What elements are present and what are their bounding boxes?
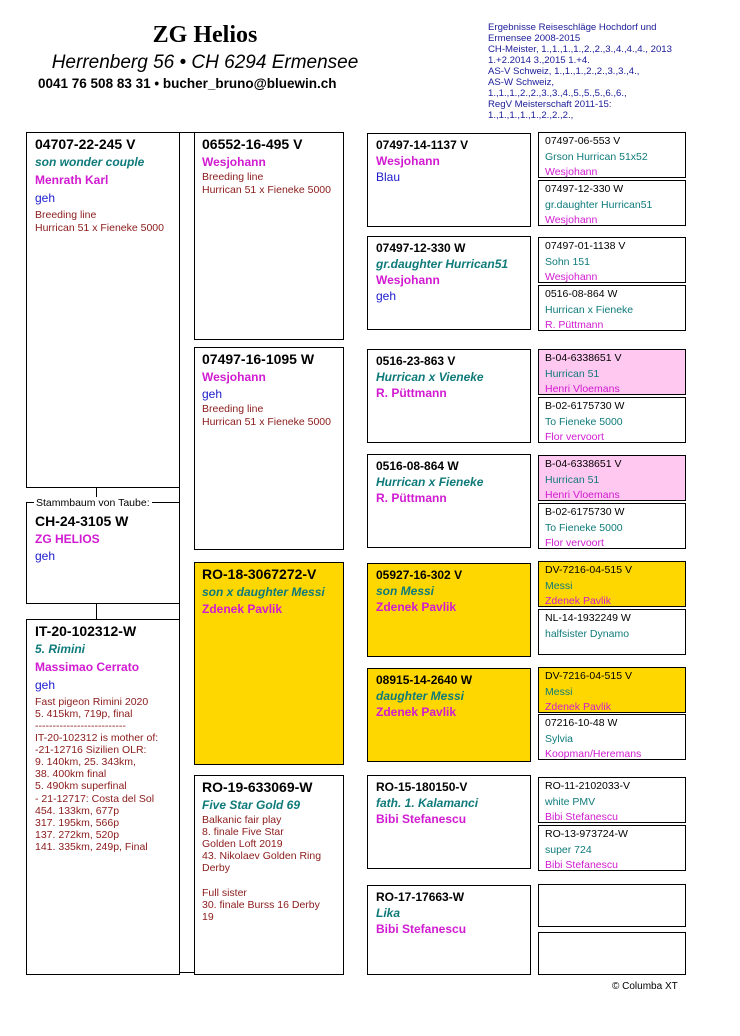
gen4-ring: NL-14-1932249 W xyxy=(545,612,631,624)
gen3-ring: RO-15-180150-V xyxy=(376,780,468,794)
gen3-desc: Hurrican x Fieneke xyxy=(376,475,484,489)
mother-note: 317. 195km, 566p xyxy=(35,816,120,829)
gen4-ring: DV-7216-04-515 V xyxy=(545,564,632,576)
results-line: Ergebnisse Reiseschläge Hochdorf und xyxy=(488,22,657,33)
mother-color: geh xyxy=(35,678,56,692)
mother-note: 9. 140km, 25. 343km, xyxy=(35,756,136,769)
results-line: 1.,1.,1.,2.,2.,3.,3.,4.,5.,5.,5.,6.,6., xyxy=(488,88,627,100)
mm-note: Full sister xyxy=(202,887,247,900)
mf-ring: RO-18-3067272-V xyxy=(202,566,317,582)
father-card[interactable] xyxy=(26,132,180,488)
father-ring: 04707-22-245 V xyxy=(35,136,136,152)
gen4-owner: Henri Vloemans xyxy=(545,383,620,395)
header-title: ZG Helios xyxy=(152,22,258,48)
fm-card[interactable] xyxy=(194,347,344,550)
gen3-ring: 07497-14-1137 V xyxy=(376,138,469,152)
gen4-card[interactable] xyxy=(538,455,686,501)
fm-owner: Wesjohann xyxy=(202,370,266,384)
results-line: 1.+2.2014 3.,2015 1.+4. xyxy=(488,55,590,67)
fm-color: geh xyxy=(202,387,223,401)
results-line: AS-W Schweiz, xyxy=(488,77,555,89)
gen3-owner: Bibi Stefanescu xyxy=(376,812,467,826)
mother-note: -------------------------- xyxy=(35,720,126,733)
gen4-card[interactable] xyxy=(538,397,686,443)
ff-ring: 06552-16-495 V xyxy=(202,136,303,152)
mm-note: 8. finale Five Star xyxy=(202,826,284,839)
gen4-ring: B-04-6338651 V xyxy=(545,352,622,364)
gen4-ring: B-02-6175730 W xyxy=(545,400,625,412)
gen4-ring: 0516-08-864 W xyxy=(545,288,618,300)
gen4-desc: Hurrican x Fieneke xyxy=(545,303,634,316)
gen3-ring: 07497-12-330 W xyxy=(376,241,466,255)
mother-note: IT-20-102312 is mother of: xyxy=(35,732,159,745)
gen3-card[interactable] xyxy=(367,563,531,657)
mother-owner: Massimao Cerrato xyxy=(35,660,140,674)
gen4-card[interactable] xyxy=(538,932,686,975)
gen4-card[interactable] xyxy=(538,777,686,823)
mm-note: Golden Loft 2019 xyxy=(202,838,283,851)
gen4-owner: R. Püttmann xyxy=(545,319,604,331)
father-note: Hurrican 51 x Fieneke 5000 xyxy=(35,222,164,234)
gen4-ring: RO-13-973724-W xyxy=(545,828,628,840)
mother-note: 137. 272km, 520p xyxy=(35,828,120,841)
gen3-card[interactable] xyxy=(367,454,531,548)
gen4-desc: Sohn 151 xyxy=(545,255,590,268)
gen4-ring: B-02-6175730 W xyxy=(545,506,625,518)
mm-note xyxy=(202,874,343,887)
gen4-card[interactable] xyxy=(538,714,686,760)
mother-note: 5. 415km, 719p, final xyxy=(35,708,133,721)
fm-note: Breeding line xyxy=(202,403,264,415)
mm-card[interactable] xyxy=(194,775,344,975)
mm-note: 19 xyxy=(202,911,214,924)
mf-owner: Zdenek Pavlik xyxy=(202,602,283,616)
gen3-card[interactable] xyxy=(367,775,531,869)
gen4-desc: halfsister Dynamo xyxy=(545,627,630,640)
gen4-owner: Bibi Stefanescu xyxy=(545,811,618,823)
mother-note: 5. 490km superfinal xyxy=(35,780,127,793)
header-address: Herrenberg 56 • CH 6294 Ermensee xyxy=(51,52,359,73)
gen4-owner: Wesjohann xyxy=(545,166,598,178)
gen4-owner: Bibi Stefanescu xyxy=(545,859,618,871)
gen4-ring: 07497-12-330 W xyxy=(545,183,624,195)
gen4-owner: Wesjohann xyxy=(545,214,598,226)
mother-desc: 5. Rimini xyxy=(35,642,86,656)
gen4-card[interactable] xyxy=(538,503,686,549)
gen4-owner: Zdenek Pavlik xyxy=(545,595,611,607)
gen4-card[interactable] xyxy=(538,349,686,395)
gen3-owner: R. Püttmann xyxy=(376,491,447,505)
gen3-card[interactable] xyxy=(367,885,531,975)
ff-owner: Wesjohann xyxy=(202,155,266,169)
gen4-ring: B-04-6338651 V xyxy=(545,458,622,470)
gen3-color: Blau xyxy=(376,170,401,184)
gen4-desc: Messi xyxy=(545,685,573,698)
gen4-owner: Flor vervoort xyxy=(545,431,604,443)
fm-ring: 07497-16-1095 W xyxy=(202,351,315,367)
gen3-desc: gr.daughter Hurrican51 xyxy=(376,257,509,271)
gen4-ring: 07497-06-553 V xyxy=(545,135,621,147)
header-contact: 0041 76 508 83 31 • bucher_bruno@bluewin.ch xyxy=(38,76,337,91)
father-owner: Menrath Karl xyxy=(35,173,109,187)
gen4-ring: RO-11-2102033-V xyxy=(545,780,631,792)
mother-note: 454. 133km, 677p xyxy=(35,804,120,817)
gen4-card[interactable] xyxy=(538,609,686,655)
gen4-desc: gr.daughter Hurrican51 xyxy=(545,198,653,211)
gen4-card[interactable] xyxy=(538,285,686,331)
gen3-owner: Bibi Stefanescu xyxy=(376,922,467,936)
gen3-ring: 0516-23-863 V xyxy=(376,354,456,368)
gen3-desc: fath. 1. Kalamanci xyxy=(376,796,479,810)
mm-desc: Five Star Gold 69 xyxy=(202,798,301,812)
gen3-ring: 08915-14-2640 W xyxy=(376,673,473,687)
gen4-card[interactable] xyxy=(538,667,686,713)
gen4-desc: white PMV xyxy=(545,795,596,808)
gen4-card[interactable] xyxy=(538,180,686,226)
father-note: Breeding line xyxy=(35,209,97,221)
subject-ring: CH-24-3105 W xyxy=(35,513,129,529)
mother-note: -21-12716 Sizilien OLR: xyxy=(35,744,147,757)
gen3-card[interactable] xyxy=(367,236,531,330)
ff-note: Hurrican 51 x Fieneke 5000 xyxy=(202,184,331,196)
results-line: RegV Meisterschaft 2011-15: xyxy=(488,99,612,111)
father-color: geh xyxy=(35,191,56,205)
mother-card[interactable] xyxy=(26,619,180,975)
subject-color: geh xyxy=(35,549,56,563)
gen4-desc: Messi xyxy=(545,579,573,592)
footer-copyright: © Columba XT xyxy=(612,981,678,992)
mother-note: Fast pigeon Rimini 2020 xyxy=(35,696,149,708)
gen3-desc: daughter Messi xyxy=(376,689,465,703)
gen3-owner: Zdenek Pavlik xyxy=(376,600,457,614)
results-line: CH-Meister, 1.,1.,1.,1.,2.,2.,3.,4.,4.,4., 2013 xyxy=(488,44,672,56)
gen4-card[interactable] xyxy=(538,237,686,283)
mm-note: Balkanic fair play xyxy=(202,814,282,826)
gen3-owner: Wesjohann xyxy=(376,273,440,287)
gen3-owner: Zdenek Pavlik xyxy=(376,705,457,719)
results-line: AS-V Schweiz, 1.,1.,1.,2.,2.,3.,3.,4., xyxy=(488,66,640,78)
gen3-ring: 05927-16-302 V xyxy=(376,568,463,582)
gen4-card[interactable] xyxy=(538,132,686,178)
gen4-desc: Hurrican 51 xyxy=(545,367,600,380)
gen4-ring: DV-7216-04-515 V xyxy=(545,670,632,682)
gen4-desc: Grson Hurrican 51x52 xyxy=(545,150,648,163)
gen4-card[interactable] xyxy=(538,561,686,607)
ff-note: Breeding line xyxy=(202,171,264,183)
gen4-owner: Henri Vloemans xyxy=(545,489,620,501)
mother-ring: IT-20-102312-W xyxy=(35,623,137,639)
gen3-owner: R. Püttmann xyxy=(376,386,447,400)
gen4-ring: 07497-01-1138 V xyxy=(545,240,626,252)
gen3-card[interactable] xyxy=(367,668,531,762)
results-block xyxy=(488,22,672,121)
gen4-owner: Wesjohann xyxy=(545,271,598,283)
results-line: Ermensee 2008-2015 xyxy=(488,33,581,45)
gen3-desc: Lika xyxy=(376,906,401,920)
gen3-ring: 0516-08-864 W xyxy=(376,459,459,473)
gen3-desc: son Messi xyxy=(376,584,435,598)
mother-note: 38. 400km final xyxy=(35,768,107,781)
gen4-desc: Sylvia xyxy=(545,732,574,745)
fm-note: Hurrican 51 x Fieneke 5000 xyxy=(202,416,331,428)
father-desc: son wonder couple xyxy=(35,155,145,169)
subject-card[interactable] xyxy=(26,502,180,604)
mf-card[interactable] xyxy=(194,562,344,765)
gen3-ring: RO-17-17663-W xyxy=(376,890,465,904)
mother-note: - 21-12717: Costa del Sol xyxy=(35,792,155,805)
gen4-desc: To Fieneke 5000 xyxy=(545,415,623,428)
gen4-card[interactable] xyxy=(538,825,686,871)
gen3-owner: Wesjohann xyxy=(376,154,440,168)
gen4-desc: Hurrican 51 xyxy=(545,473,600,486)
gen3-desc: Hurrican x Vieneke xyxy=(376,370,484,384)
mother-note: 141. 335km, 249p, Final xyxy=(35,840,148,853)
gen4-card[interactable] xyxy=(538,884,686,927)
gen4-owner: Flor vervoort xyxy=(545,537,604,549)
gen3-color: geh xyxy=(376,289,397,303)
gen3-card[interactable] xyxy=(367,133,531,227)
subject-owner: ZG HELIOS xyxy=(35,532,100,546)
mf-desc: son x daughter Messi xyxy=(202,585,325,599)
mm-note: Derby xyxy=(202,862,231,875)
gen3-card[interactable] xyxy=(367,349,531,443)
mm-note: 30. finale Burss 16 Derby xyxy=(202,899,320,912)
gen4-ring: 07216-10-48 W xyxy=(545,717,618,729)
gen4-desc: super 724 xyxy=(545,843,592,856)
mm-note: 43. Nikolaev Golden Ring xyxy=(202,850,322,863)
results-line: 1.,1.,1.,1.,1.,2.,2.,2., xyxy=(488,110,574,122)
ff-card[interactable] xyxy=(194,132,344,340)
mm-ring: RO-19-633069-W xyxy=(202,779,313,795)
gen4-owner: Koopman/Heremans xyxy=(545,748,642,760)
subject-caption: Stammbaum von Taube: xyxy=(36,497,150,509)
gen4-desc: To Fieneke 5000 xyxy=(545,521,623,534)
gen4-owner: Zdenek Pavlik xyxy=(545,701,611,713)
